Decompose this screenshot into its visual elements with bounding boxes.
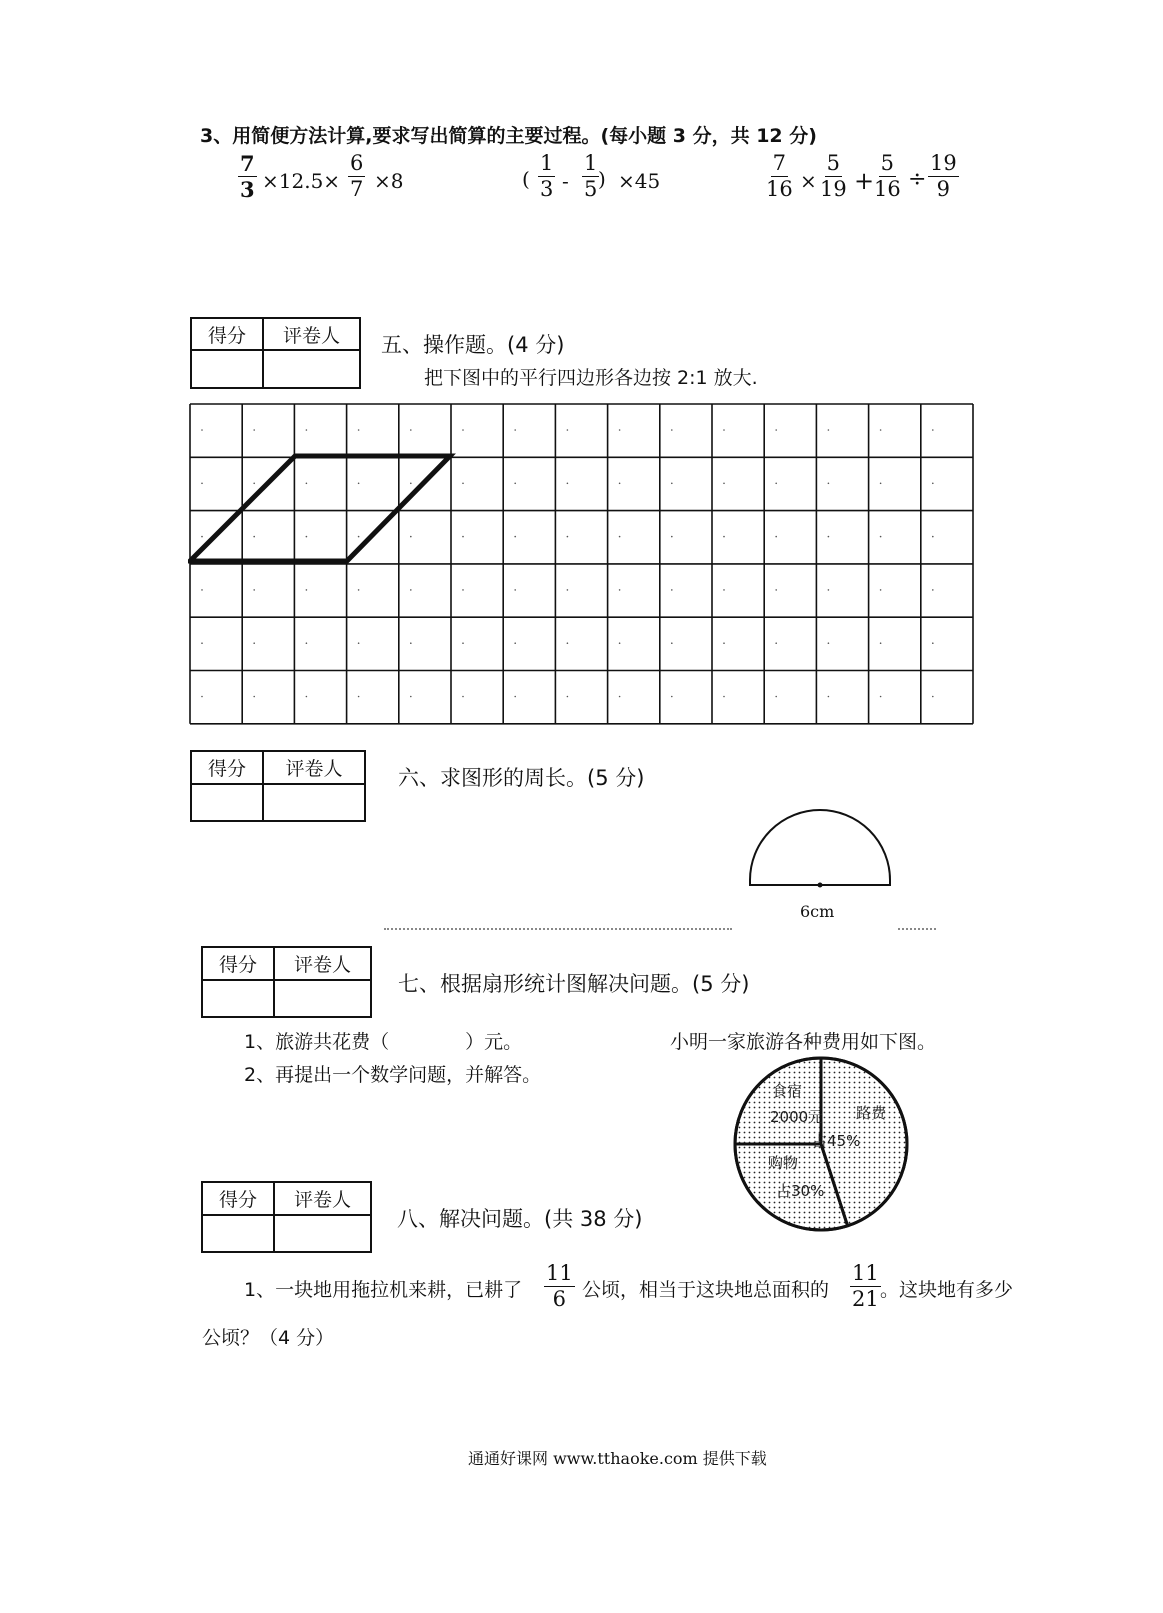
grid-dot <box>358 696 360 698</box>
grid-dot <box>201 589 203 591</box>
grid-dot <box>306 483 308 485</box>
grid-dot <box>253 536 255 538</box>
fraction: $\frac{6}{7}$ <box>350 151 364 201</box>
grid-dot <box>358 589 360 591</box>
grader-cell[interactable] <box>274 1215 371 1252</box>
grid-dot <box>201 642 203 644</box>
grid-dot <box>567 642 569 644</box>
grid-dot <box>932 642 934 644</box>
grid-dot <box>723 483 725 485</box>
grid-dot <box>619 642 621 644</box>
divider <box>384 928 732 930</box>
grid-dot <box>306 696 308 698</box>
grid-dot <box>828 429 830 431</box>
fraction: $\frac{1}{5}$ <box>584 151 598 201</box>
pie-slice-label: 食宿 <box>772 1082 803 1100</box>
grid-dot <box>567 696 569 698</box>
grid-dot <box>828 483 830 485</box>
grid-dot <box>723 589 725 591</box>
fraction: $\frac{19}{9}$ <box>930 151 957 201</box>
question-2: 2、再提出一个数学问题，并解答。 <box>244 1064 542 1086</box>
grid-dot <box>306 536 308 538</box>
grid-dot <box>410 483 412 485</box>
grader-label: 评卷人 <box>263 318 360 350</box>
pie-chart <box>728 1056 918 1236</box>
pie-slice-value: 占45% <box>812 1132 861 1150</box>
pie-slice-label: 路费 <box>856 1104 887 1122</box>
grid-dot <box>201 429 203 431</box>
grid-dot <box>514 536 516 538</box>
diameter-label: 6cm <box>800 902 835 921</box>
grid-dot <box>567 429 569 431</box>
grid-dot <box>462 696 464 698</box>
grid-dot <box>932 536 934 538</box>
question-1: 1、旅游共花费（ ）元。 <box>244 1031 523 1053</box>
grader-label: 评卷人 <box>274 947 371 980</box>
grid-dot <box>775 696 777 698</box>
fraction: $\frac{11}{6}$ <box>546 1261 573 1311</box>
grid-dot <box>514 696 516 698</box>
grid-dot <box>358 642 360 644</box>
grid-dot <box>671 483 673 485</box>
grid-dot <box>514 429 516 431</box>
section6-title: 六、求图形的周长。(5 分) <box>398 766 645 790</box>
grid-dot <box>410 642 412 644</box>
score-cell[interactable] <box>191 350 263 388</box>
grid-dot <box>671 429 673 431</box>
grid-dot <box>828 536 830 538</box>
grader-cell[interactable] <box>274 980 371 1017</box>
grid-dot <box>358 536 360 538</box>
grid-dot <box>723 642 725 644</box>
score-label: 得分 <box>202 1182 274 1215</box>
grid-dot <box>619 589 621 591</box>
score-table <box>190 317 361 389</box>
grid-dot <box>410 589 412 591</box>
chart-caption: 小明一家旅游各种费用如下图。 <box>670 1031 937 1053</box>
grid-dot <box>932 429 934 431</box>
grid-dot <box>932 696 934 698</box>
score-label: 得分 <box>191 751 263 784</box>
section5-instruction: 把下图中的平行四边形各边按 2:1 放大. <box>424 367 758 389</box>
grid-dot <box>619 696 621 698</box>
section8-title: 八、解决问题。(共 38 分) <box>397 1207 643 1231</box>
pie-slice-label: 购物 <box>768 1154 799 1172</box>
fraction: $\frac{7}{16}$ <box>766 151 793 201</box>
grid-dot <box>775 483 777 485</box>
grid-dot <box>932 589 934 591</box>
grid-dot <box>619 429 621 431</box>
grid-dot <box>462 642 464 644</box>
grid-dot <box>410 696 412 698</box>
pie-slice-value: 2000元 <box>770 1108 824 1126</box>
grid-dot <box>514 483 516 485</box>
section5-title: 五、操作题。(4 分) <box>381 333 565 357</box>
score-table <box>190 750 366 822</box>
grid-dot <box>201 536 203 538</box>
score-label: 得分 <box>202 947 274 980</box>
grid-dot <box>253 696 255 698</box>
fraction: $\frac{5}{16}$ <box>874 151 901 201</box>
grid-dot <box>723 429 725 431</box>
score-cell[interactable] <box>191 784 263 821</box>
score-cell[interactable] <box>202 1215 274 1252</box>
footer-text: 通通好课网 www.tthaoke.com 提供下载 <box>468 1449 767 1468</box>
fraction: $\frac{1}{3}$ <box>540 151 554 201</box>
grid-dot <box>619 483 621 485</box>
section7-title: 七、根据扇形统计图解决问题。(5 分) <box>398 972 750 996</box>
grid-dot <box>880 429 882 431</box>
fraction: $\frac{5}{19}$ <box>820 151 847 201</box>
grid-dot <box>567 483 569 485</box>
grid-dot <box>462 483 464 485</box>
grid-dot <box>723 696 725 698</box>
grid-dot <box>462 589 464 591</box>
grid-dot <box>410 429 412 431</box>
fraction: $\frac{7}{3}$ <box>240 151 255 202</box>
grid-dot <box>410 536 412 538</box>
grid-dot <box>253 483 255 485</box>
grid-dot <box>880 536 882 538</box>
grid-dot <box>880 589 882 591</box>
divider <box>898 928 936 930</box>
grid-dot <box>880 642 882 644</box>
grid-dot <box>253 642 255 644</box>
grid-dot <box>306 589 308 591</box>
grid-dot <box>775 642 777 644</box>
grader-cell[interactable] <box>263 784 365 821</box>
grader-label: 评卷人 <box>263 751 365 784</box>
grid-dot <box>201 483 203 485</box>
score-table <box>201 1181 372 1253</box>
grid-dot <box>671 642 673 644</box>
grid-dot <box>880 483 882 485</box>
grid-dot <box>462 536 464 538</box>
grid-dot <box>880 696 882 698</box>
grid-dot <box>201 696 203 698</box>
grid-dot <box>619 536 621 538</box>
grid-dot <box>828 589 830 591</box>
grid-dot <box>306 642 308 644</box>
grid-dot <box>253 589 255 591</box>
section3-title: 3、用简便方法计算,要求写出简算的主要过程。(每小题 3 分，共 12 分) <box>200 125 817 147</box>
grid-dot <box>932 483 934 485</box>
grid-dot <box>775 429 777 431</box>
score-table <box>201 946 372 1018</box>
grid-dot <box>828 696 830 698</box>
grader-label: 评卷人 <box>274 1182 371 1215</box>
grid-dot <box>671 536 673 538</box>
semicircle-figure <box>744 808 896 890</box>
grid-dot <box>671 589 673 591</box>
grid-dot <box>306 429 308 431</box>
grid-dot <box>462 429 464 431</box>
grid-dot <box>514 642 516 644</box>
grid-dot <box>775 536 777 538</box>
grid-dot <box>723 536 725 538</box>
grid-dot <box>775 589 777 591</box>
grid-dot <box>828 642 830 644</box>
pie-slice-value: 占30% <box>776 1182 825 1200</box>
grid-dot <box>358 483 360 485</box>
parallelogram-shape <box>190 456 450 561</box>
drawing-grid[interactable] <box>188 402 978 726</box>
fraction: $\frac{11}{21}$ <box>852 1261 879 1311</box>
grader-cell[interactable] <box>263 350 360 388</box>
grid-dot <box>567 589 569 591</box>
grid-dot <box>253 429 255 431</box>
grid-dot <box>514 589 516 591</box>
grid-dot <box>358 429 360 431</box>
score-cell[interactable] <box>202 980 274 1017</box>
grid-dot <box>671 696 673 698</box>
score-label: 得分 <box>191 318 263 350</box>
grid-dot <box>567 536 569 538</box>
